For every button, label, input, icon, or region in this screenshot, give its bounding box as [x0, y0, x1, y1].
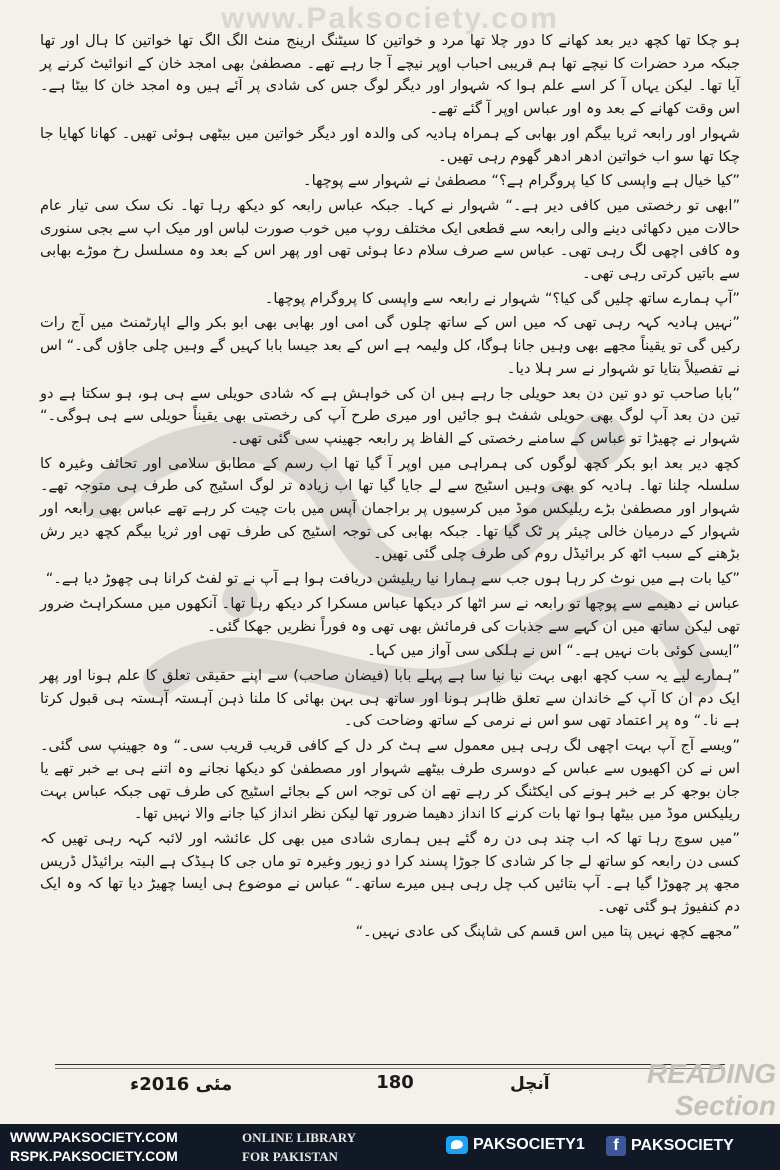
paragraph: ”ہمارے لیے یہ سب کچھ ابھی بہت نیا نیا سا ہے پہلے بابا (فیضان صاحب) سے اپنے حقیقی تعلق کا علم ہونا اور پھر ایک دم ان کا آپ کے خاندان سے تعلق ظاہر ہونا اور ساتھ ہی بہن بھائی کا ملنا ذہن آہستہ آہستہ ہی قبول کرتا ہے نا۔“ وہ پر اعتماد تھی سو اس نے نرمی کے ساتھ وضاحت کی۔	[40, 666, 740, 730]
paragraph: ”ایسی کوئی بات نہیں ہے۔“ اس نے ہلکی سی آواز میں کہا۔	[367, 642, 740, 660]
magazine-name: آنچل	[510, 1074, 550, 1094]
paragraph: ”بابا صاحب تو دو تین دن بعد حویلی جا رہے ہیں ان کی خواہش ہے کہ شادی حویلی سے ہی ہو، ہو سکتا ہے دو تین دن بعد آپ لوگ بھی حویلی شفٹ ہو جائیں اور میری طرح آپ کی رخصتی بھی یقیناً حویلی سے ہی ہوگی۔“ شہوار نے چھیڑا تو عباس کے سامنے رخصتی کے الفاظ پر رابعہ جھینپ سی گئی تھی۔	[40, 384, 740, 447]
issue-date	[130, 1074, 232, 1095]
paragraph: ”کیا خیال ہے واپسی کا کیا پروگرام ہے؟“ مصطفیٰ نے شہوار سے پوچھا۔	[303, 172, 740, 190]
paragraph: ”ویسے آج آپ بہت اچھی لگ رہی ہیں معمول سے ہٹ کر دل کے کافی قریب قریب سی۔“ وہ جھینپ سی گئی۔ اس نے کن اکھیوں سے عباس کے دوسری طرف بیٹھے شہوار اور مصطفیٰ کو دیکھا نجانے وہ اتنے ہی بے خبر تھے یا جان بوجھ کر بے خبر ہونے کی ایکٹنگ کر رہے تھے ان کی توجہ اس کے بجائے اسٹیج کی طرف تھی جبکہ عباس بہت ریلیکس موڈ میں بیٹھا ہوا تھا بات کرنے کا انداز دھیما ضرور تھا لیکن نظر انداز کیا جانے والا نہیں تھا۔	[40, 737, 740, 823]
top-watermark: www.Paksociety.com	[221, 2, 559, 35]
footer-divider-secondary	[55, 1068, 725, 1069]
paragraph: ”آپ ہمارے ساتھ چلیں گی کیا؟“ شہوار نے رابعہ سے واپسی کا پروگرام پوچھا۔	[264, 289, 740, 307]
page-number: 180	[376, 1072, 414, 1093]
paragraph: شہوار اور رابعہ ثریا بیگم اور بھابی کے ہمراہ ہادیہ کی والدہ اور دیگر خواتین میں بیٹھی ہوئی تھیں۔ کھانا کھایا جا چکا تھا سو اب خواتین ادھر ادھر گھوم رہی تھیں۔	[40, 124, 740, 165]
reading-word: READING	[646, 1058, 776, 1089]
library-label-1: ONLINE LIBRARY	[242, 1130, 357, 1145]
paragraph: ”کیا بات ہے میں نوٹ کر رہا ہوں جب سے ہمارا نیا ریلیشن دریافت ہوا ہے آپ نے تو لفٹ کرانا ہی چھوڑ دیا ہے۔“	[45, 570, 740, 588]
facebook-handle: PAKSOCIETY	[631, 1137, 734, 1154]
site-link-main[interactable]: WWW.PAKSOCIETY.COM	[10, 1129, 178, 1145]
issue-month: مئی	[195, 1074, 233, 1095]
paragraph: ”نہیں ہادیہ کہہ رہی تھی کہ میں اس کے ساتھ چلوں گی امی اور بھابی بھی ابو بکر والے اپارٹمنٹ میں آج رات رکیں گی تو یقیناً مجھے بھی وہیں جانا ہوگا، کل ولیمہ ہے اس کے بعد جیسا بابا کہیں گے وہیں چلی جاؤں گی۔“ اس نے تفصیلاً بتایا تو شہوار نے سر ہلا دیا۔	[40, 314, 740, 377]
site-link-rspk[interactable]: RSPK.PAKSOCIETY.COM	[10, 1148, 178, 1164]
paragraph: ”میں سوچ رہا تھا کہ اب چند ہی دن رہ گئے ہیں ہماری شادی میں بھی کل عائشہ اور لائبہ کہہ رہی تھیں کہ کسی دن رابعہ کو ساتھ لے جا کر شادی کا جوڑا پسند کرا دو زیور وغیرہ تو ماں جی کا ہیڈک ہے البتہ برائیڈل ڈریس مجھ پر چھوڑا گیا ہے۔ آپ بتائیں کب چل رہی ہیں میرے ساتھ۔“ عباس نے موضوع ہی ایسا چھیڑ دیا تھا کہ وہ ایک دم کنفیوژ ہو گئی تھی۔	[40, 829, 740, 916]
footer-divider	[55, 1064, 725, 1065]
facebook-link[interactable]	[606, 1136, 734, 1156]
library-label-2: FOR PAKISTAN	[242, 1149, 338, 1164]
twitter-handle: PAKSOCIETY1	[473, 1136, 585, 1153]
paragraph: ”ابھی تو رخصتی میں کافی دیر ہے۔“ شہوار نے کہا۔ جبکہ عباس رابعہ کو دیکھ رہا تھا۔ نک سک سی تیار عام حالات میں دکھائی دینے والی رابعہ سے قطعی ایک مختلف روپ میں خوب صورت لباس اور میک اپ سے بجی سنوری وہ کافی اچھی لگ رہی تھی۔ عباس سے صرف سلام دعا ہوئی تھی اور پھر اس کے بعد وہ مسلسل رخ موڑے بھابی سے باتیں کرتی رہی تھی۔	[40, 196, 740, 283]
paragraph: کچھ دیر بعد ابو بکر کچھ لوگوں کی ہمراہی میں اوپر آ گیا تھا اب رسم کے مطابق سلامی اور تحائف وغیرہ کا سلسلہ چلنا تھا۔ ہادیہ کو بھی وہیں اسٹیج سے لے جایا گیا تھا اب زیادہ تر لوگ اسٹیج کی طرف ہی متوجہ تھے۔ شہوار اور مصطفیٰ بڑے ریلیکس موڈ میں کرسیوں پر براجمان آپس میں بات چیت کر رہے تھے عباس بھی رابعہ اور شہوار کے درمیان خالی چیئر پر ٹک گیا تھا۔ جبکہ بھابی کی توجہ اسٹیج کی طرف تھی اور ثریا بیگم کچھ دیر رش بڑھنے کے سبب اٹھ کر برائیڈل روم کی طرف چلی گئی تھیں۔	[40, 454, 740, 563]
article-body	[40, 30, 740, 1055]
twitter-link[interactable]	[446, 1136, 585, 1154]
issue-year: 2016ء	[130, 1074, 190, 1095]
bottom-banner	[0, 1124, 780, 1170]
paragraph: عباس نے دھیمے سے پوچھا تو رابعہ نے سر اٹھا کر دیکھا عباس مسکرا کر دیکھ رہا تھا۔ آنکھوں میں مسکراہٹ ضرور تھی لیکن ساتھ میں ان کہے سے جذبات کی فرمائش بھی تھی وہ فوراً نظریں جھکا گئی۔	[40, 594, 740, 635]
facebook-icon: f	[606, 1136, 626, 1156]
section-word: Section	[674, 1090, 776, 1121]
reading-section-watermark	[647, 1058, 776, 1122]
twitter-bird-icon	[446, 1136, 468, 1154]
paragraph: ”مجھے کچھ نہیں پتا میں اس قسم کی شاپنگ کی عادی نہیں۔“	[355, 922, 740, 940]
paragraph: ہو چکا تھا کچھ دیر بعد کھانے کا دور چلا تھا مرد و خواتین کا سیٹنگ ارینج منٹ الگ الگ تھا خواتین کا ہال اور تھا جبکہ مرد حضرات کا نیچے تھا ہم قریبی احباب اوپر نیچے آ جا رہے تھے۔ مصطفیٰ بھی امجد خان کے انوائیٹ کرنے پر آیا تھا۔ لیکن یہاں آ کر اسے علم ہوا کہ شہوار اور دیگر لوگ جس کی شادی پر آئے ہیں وہ امجد خان کا بیٹا ہے۔ اس وقت کھانے کے بعد وہ اور عباس اوپر آ گئے تھے۔	[40, 32, 740, 118]
